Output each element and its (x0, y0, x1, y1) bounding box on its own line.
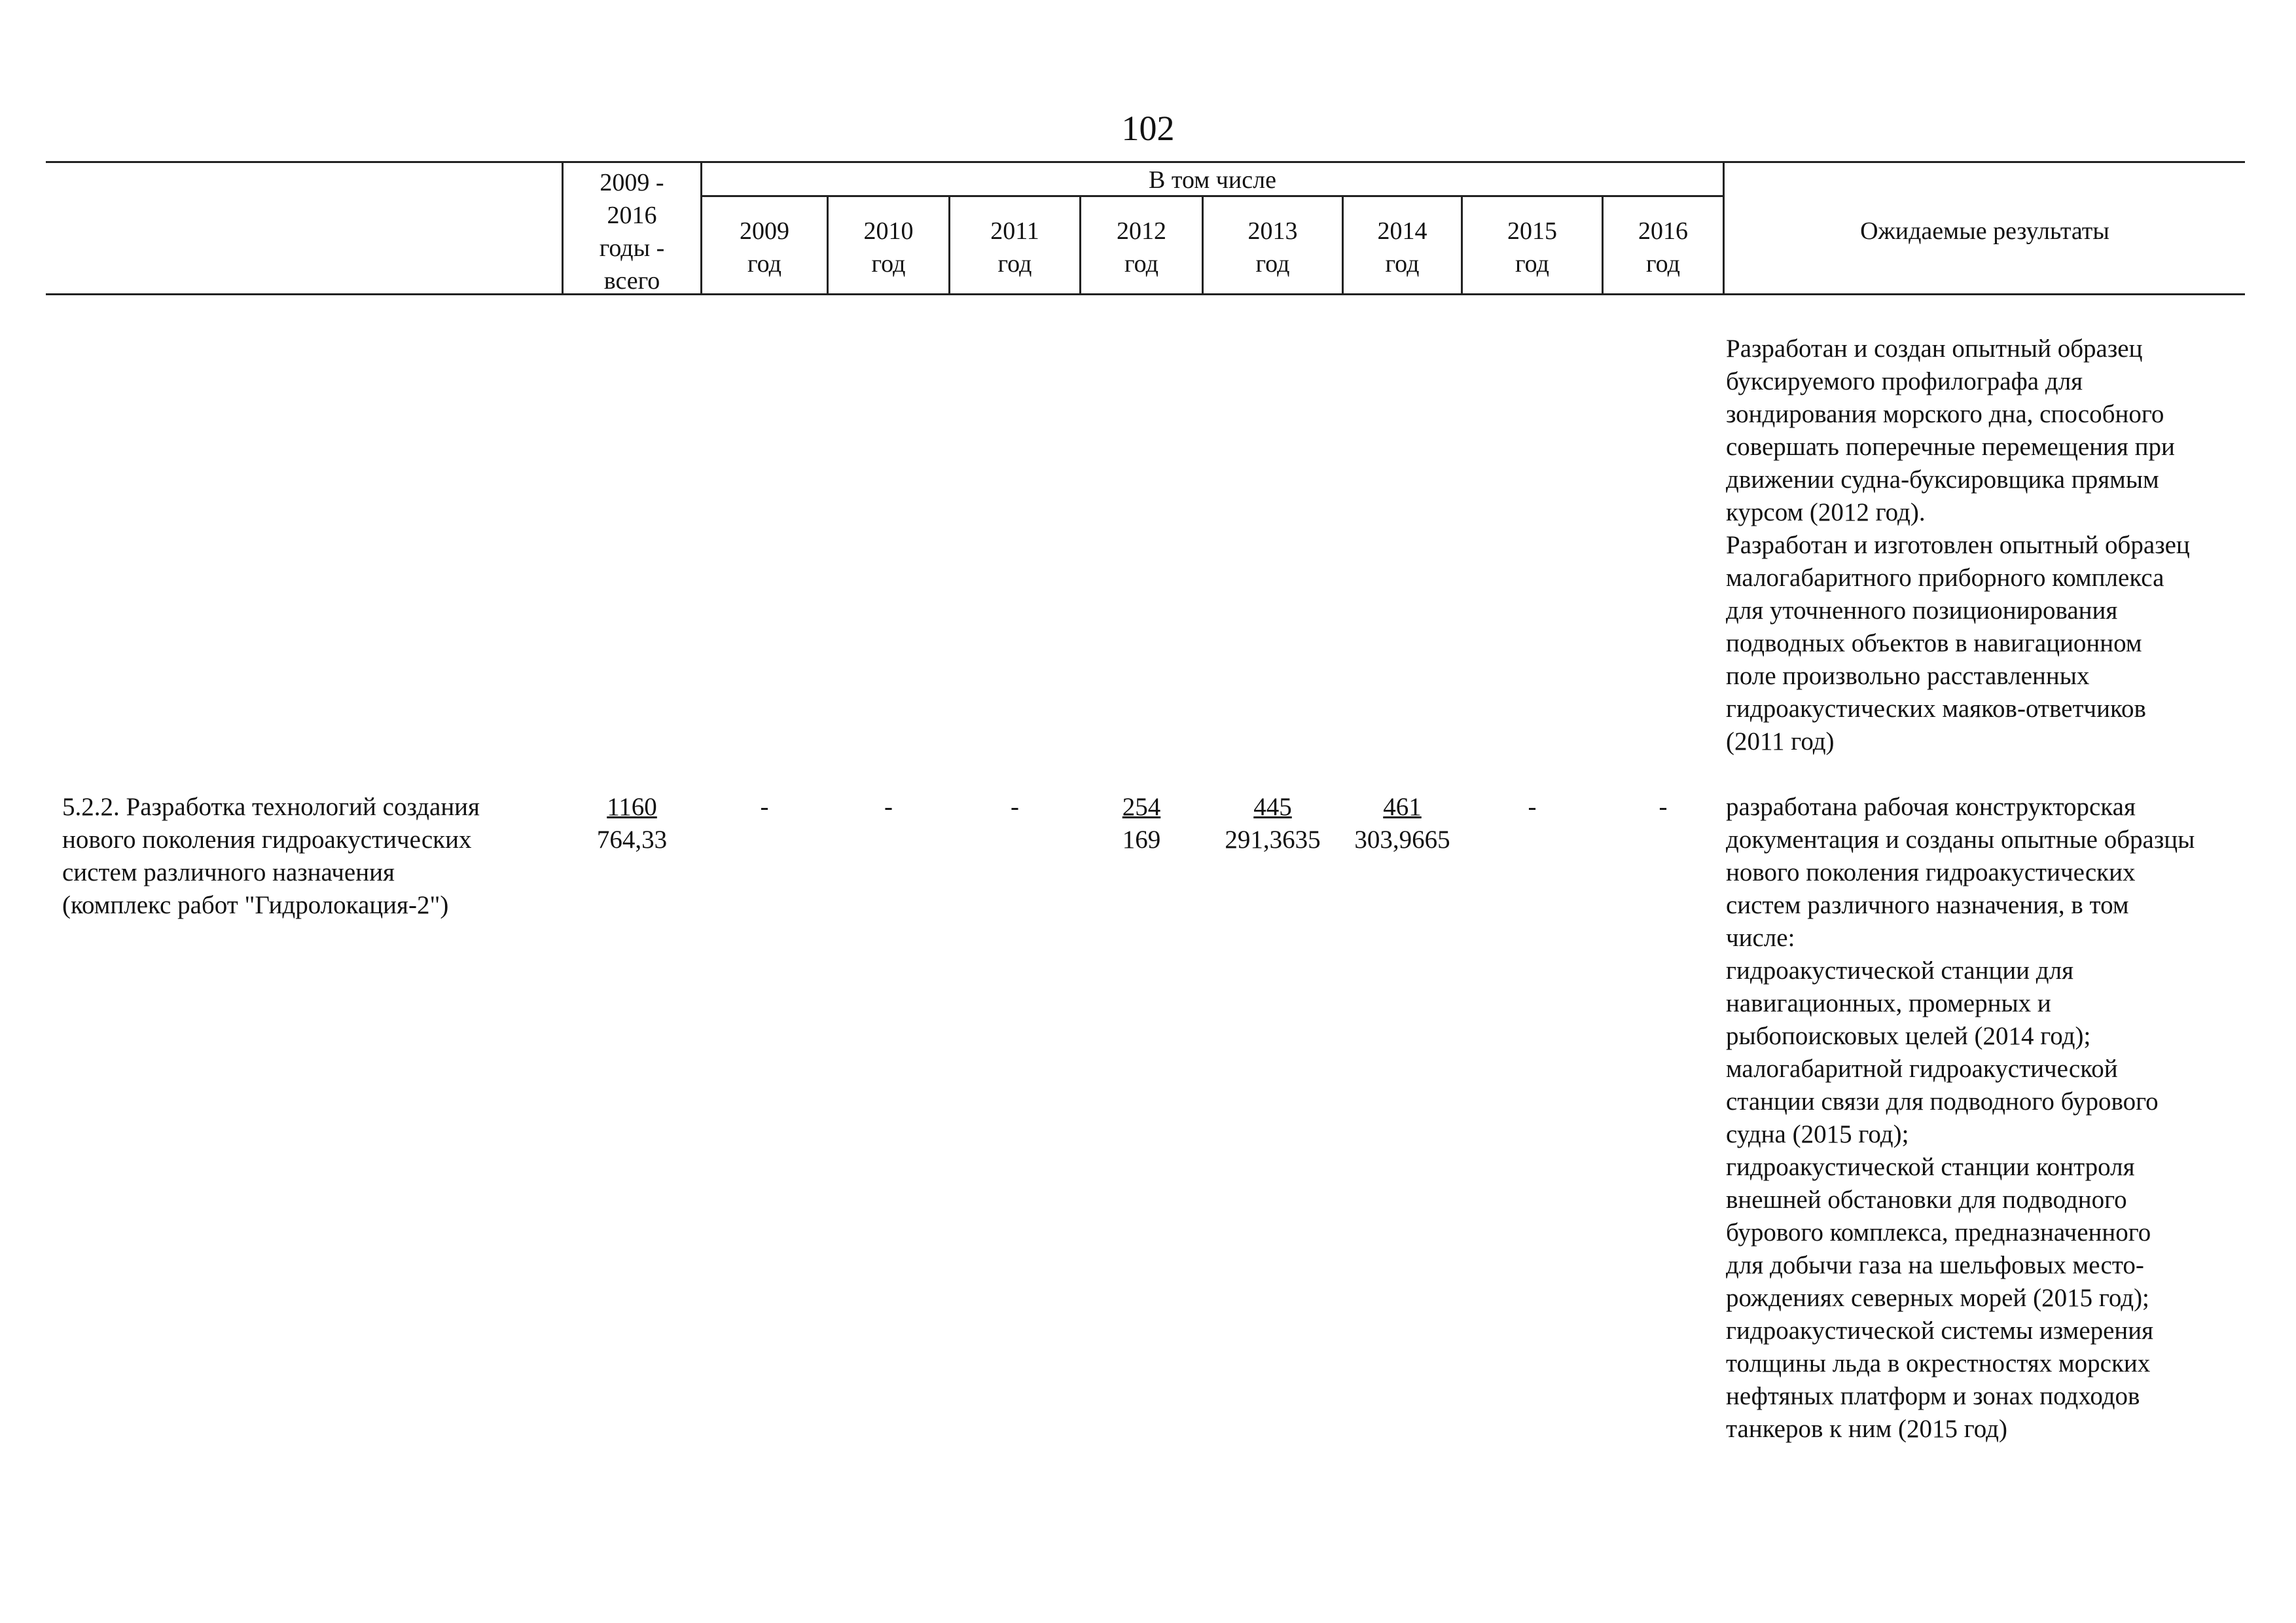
header-total-line-1: 2009 - (600, 169, 664, 196)
row-2013-sub: 291,3635 (1225, 826, 1321, 854)
row-2014: 461 (1383, 793, 1422, 821)
header-top-rule (46, 161, 2245, 163)
header-total-line-2: 2016 (607, 202, 657, 229)
header-year-2010: 2010 (863, 217, 914, 245)
header-expected-results: Ожидаемые результаты (1860, 217, 2109, 245)
row-2016: - (1659, 793, 1668, 821)
header-year-2012: 2012 (1117, 217, 1166, 245)
header-year-word: год (747, 250, 781, 278)
header-year-word: год (997, 250, 1032, 278)
header-year-2011: 2011 (990, 217, 1039, 245)
header-year-2015: 2015 (1507, 217, 1557, 245)
row-2015: - (1528, 793, 1537, 821)
row-2010: - (884, 793, 893, 821)
header-year-word: год (1255, 250, 1290, 278)
row-title: 5.2.2. Разработка технологий создания нового поколения гидроакустических систем различного назначения (комплекс работ "Гидролокация-2") (62, 793, 480, 919)
header-year-word: год (1515, 250, 1549, 278)
header-year-2014: 2014 (1377, 217, 1427, 245)
continued-results-text: Разработан и создан опытный образец буксируемого профилографа для зондирования морского дна, способного совершать поперечные перемещения при движении судна-буксировщика прямым курсом (2012 год). Разработан и изготовлен опытный образец малогабаритного приборного комплекса для уточненного позиционирования подводных объектов в навигационном поле произвольно расставленных гидроакустических маяков-ответчиков (2011 год) (1726, 335, 2190, 756)
header-in-that-number: В том числе (1149, 166, 1276, 194)
row-2011: - (1011, 793, 1019, 821)
row-2009: - (760, 793, 769, 821)
row-total: 1160 (607, 793, 657, 821)
row-2012-sub: 169 (1122, 826, 1161, 854)
row-2012: 254 (1122, 793, 1161, 821)
row-2014-sub: 303,9665 (1354, 826, 1450, 854)
header-year-word: год (1646, 250, 1680, 278)
row-results: разработана рабочая конструкторская документация и созданы опытные образцы нового поколения гидроакустических систем различного назначения, в том числе: гидроакустической станции для навигационных, промерных и рыбопоисковых целей (2014 год); малогабаритной гидроакустической станции связи для подводного бурового судна (2015 год); гидроакустической станции контроля внешней обстановки для подводного бурового комплекса, предназначенного для добычи газа на шельфовых место- рождениях северных морей (2015 год); гидроакустической системы измерения толщины льда в окрестностях морских нефтяных платформ и зонах подходов танкеров к ним (2015 год) (1726, 793, 2195, 1443)
header-year-word: год (1385, 250, 1420, 278)
header-year-word: год (1124, 250, 1158, 278)
header-year-word: год (871, 250, 906, 278)
row-2013: 445 (1253, 793, 1292, 821)
row-total-sub: 764,33 (596, 826, 668, 854)
page-number: 102 (1121, 109, 1175, 148)
header-total-line-4: всего (603, 267, 660, 295)
header-year-2013: 2013 (1247, 217, 1298, 245)
header-year-2009: 2009 (740, 217, 789, 245)
header-bottom-rule (46, 293, 2245, 295)
header-year-2016: 2016 (1638, 217, 1688, 245)
header-total-line-3: годы - (599, 234, 665, 262)
